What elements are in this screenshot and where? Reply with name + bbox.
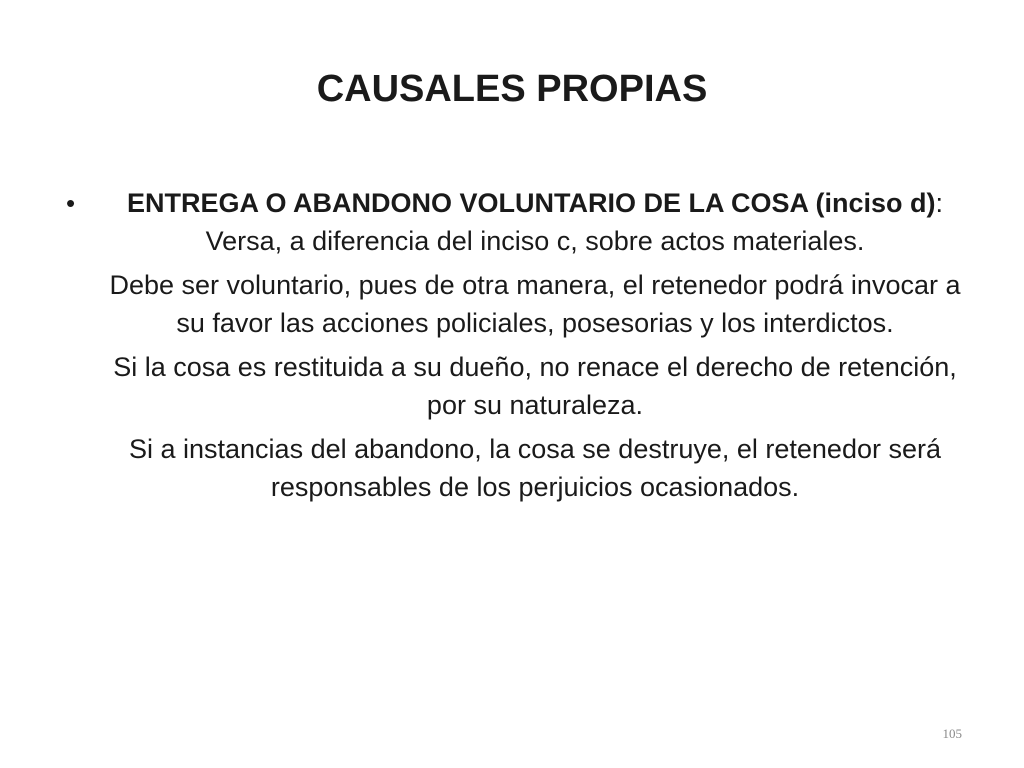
bullet-text: Versa, a diferencia del inciso c, sobre actos materiales.	[205, 226, 865, 256]
bullet-item	[60, 184, 970, 260]
paragraph-restituida: Si la cosa es restituida a su dueño, no renace el derecho de retención, por su naturaleza.	[113, 352, 957, 420]
paragraph-abandono: Si a instancias del abandono, la cosa se destruye, el retenedor será responsables de los perjuicios ocasionados.	[128, 434, 941, 502]
slide-title: CAUSALES PROPIAS	[316, 68, 708, 110]
bullet-dot-icon: •	[66, 188, 76, 218]
slide-body	[60, 184, 970, 506]
bullet-heading-suffix: :	[935, 188, 943, 218]
page-number: 105	[942, 726, 962, 741]
bullet-heading: ENTREGA O ABANDONO VOLUNTARIO DE LA COSA (inciso d)	[126, 188, 936, 218]
paragraph-voluntario: Debe ser voluntario, pues de otra manera, el retenedor podrá invocar a su favor las acciones policiales, posesorias y los interdictos.	[109, 270, 961, 338]
